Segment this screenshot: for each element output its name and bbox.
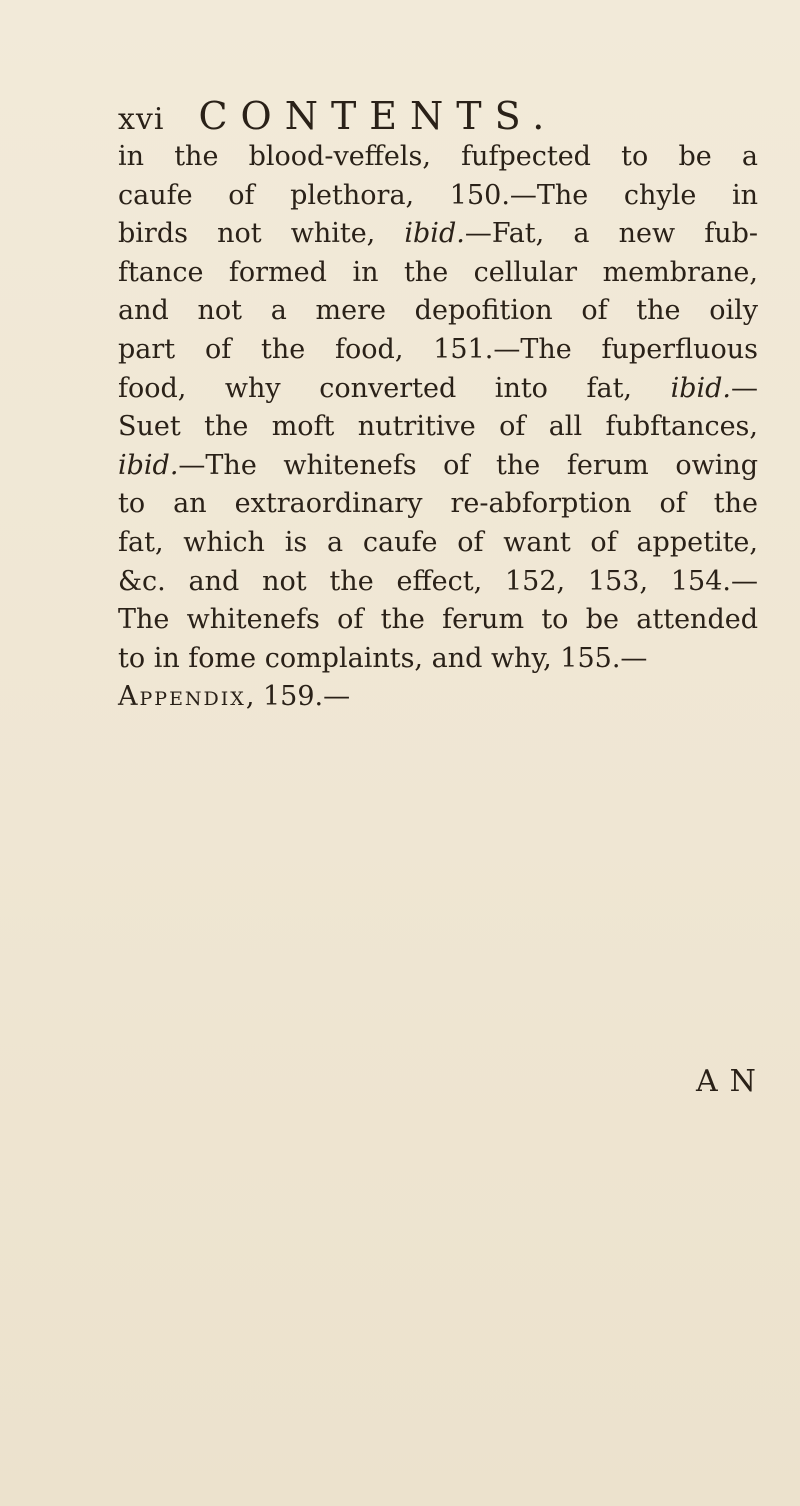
text-line: The whitenefs of the ferum to be attended: [118, 604, 758, 636]
text-line: to in fome complaints, and why, 155.—: [118, 642, 648, 674]
text-line: fat, which is a caufe of want of appetite,: [118, 526, 758, 558]
ibid-reference: ibid.: [670, 372, 731, 404]
ibid-reference: ibid.: [404, 218, 465, 250]
text-line: Appendix, 159.—: [118, 681, 351, 713]
text-line: ftance formed in the cellular membrane,: [118, 256, 758, 288]
text-line: caufe of plethora, 150.—The chyle in: [118, 179, 758, 211]
appendix-label: Appendix: [118, 681, 246, 713]
contents-text: [118, 138, 758, 717]
running-head: [118, 94, 738, 144]
text-line: &c. and not the effect, 152, 153, 154.—: [118, 565, 758, 597]
text-line: and not a mere depofition of the oily: [118, 295, 758, 327]
text-line: ibid.—The whitenefs of the ferum owing: [118, 449, 758, 481]
text-line: birds not white, ibid.—Fat, a new fub-: [118, 218, 758, 250]
ibid-reference: ibid.: [118, 449, 179, 481]
page-number: xvi: [118, 102, 165, 137]
text-line: to an extraordinary re-abforption of the: [118, 488, 758, 520]
text-line: food, why converted into fat, ibid.—: [118, 372, 758, 404]
catchword: AN: [696, 1064, 768, 1099]
text-line: Suet the moft nutritive of all fubftances,: [118, 411, 758, 443]
section-title: CONTENTS.: [198, 94, 558, 138]
text-line: in the blood-veffels, fufpected to be a: [118, 141, 758, 172]
text-line: part of the food, 151.—The fuperfluous: [118, 333, 758, 365]
